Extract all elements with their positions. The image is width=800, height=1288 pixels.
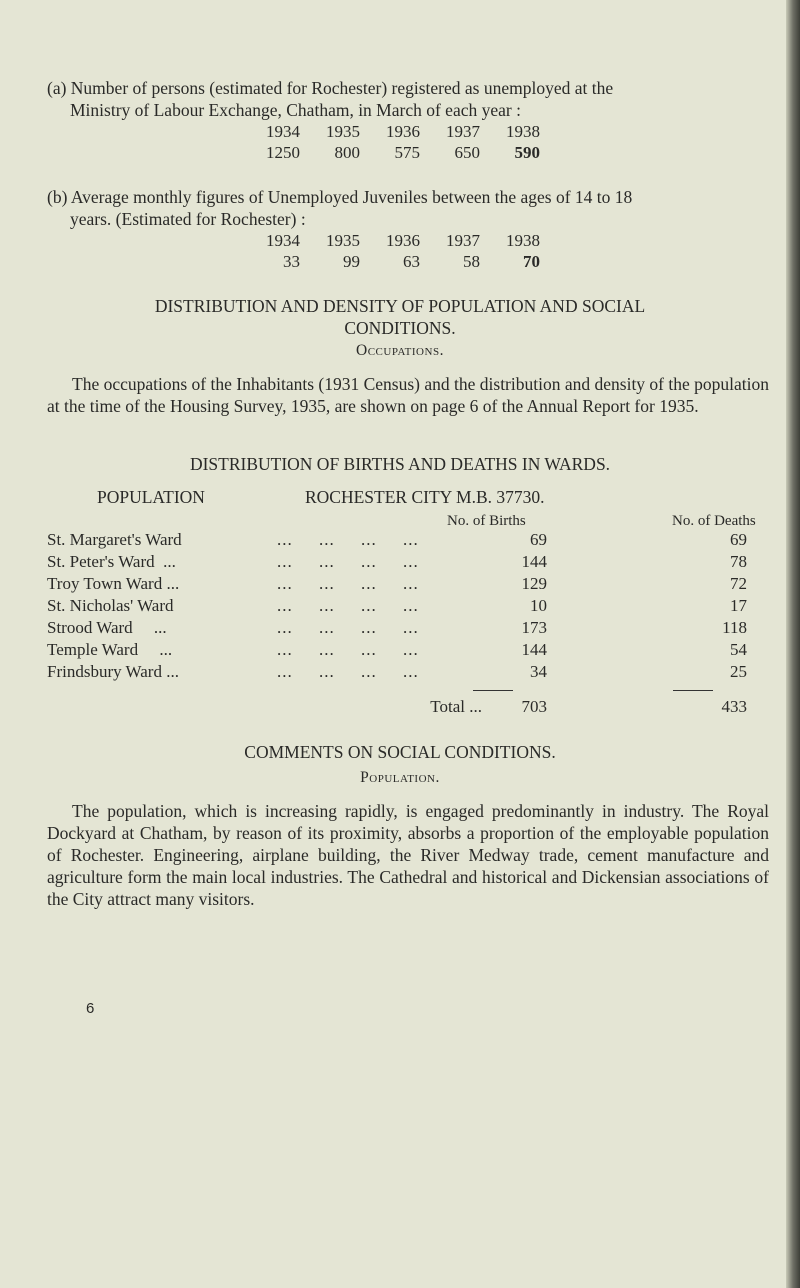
value: 58 bbox=[463, 252, 480, 271]
ward-deaths: 69 bbox=[730, 530, 747, 549]
ward-dots: ... ... ... ... bbox=[277, 574, 419, 593]
occupations-paragraph: The occupations of the Inhabitants (1931 Census) and the distribution and density of the population at the time of the Housing Survey, 1935, are shown on page 6 of the Annual Report for 1935. bbox=[47, 374, 769, 416]
total-row bbox=[47, 697, 769, 719]
ward-deaths: 54 bbox=[730, 640, 747, 659]
total-births: 703 bbox=[521, 697, 547, 716]
ward-name: Frindsbury Ward ... bbox=[47, 662, 179, 681]
ward-dots: ... ... ... ... bbox=[277, 530, 419, 549]
value: 63 bbox=[403, 252, 420, 271]
population-value: ROCHESTER CITY M.B. 37730. bbox=[305, 487, 545, 507]
ward-name: Strood Ward ... bbox=[47, 618, 167, 637]
section-b-line2: years. (Estimated for Rochester) : bbox=[70, 209, 306, 229]
deaths-header: No. of Deaths bbox=[672, 513, 756, 529]
population-paragraph: The population, which is increasing rapidly, is engaged predominantly in industry. The Royal Dockyard at Chatham, by reason of its proximity, absorbs a proportion of the employable population of Rochester. Engineering, airplane building, the River Medway trade, cement manufacture and agriculture form the main local industries. The Cathedral and historical and Dickensian associations of the City attract many visitors. bbox=[47, 801, 769, 909]
value: 1250 bbox=[266, 143, 300, 162]
value: 575 bbox=[394, 143, 420, 162]
ward-deaths: 78 bbox=[730, 552, 747, 571]
ward-births: 10 bbox=[530, 596, 547, 615]
year: 1937 bbox=[446, 122, 480, 141]
value: 800 bbox=[334, 143, 360, 162]
population-title: Population. bbox=[360, 769, 440, 786]
table-row bbox=[47, 662, 769, 684]
table-row bbox=[47, 618, 769, 640]
table-row bbox=[47, 574, 769, 596]
year: 1935 bbox=[326, 231, 360, 250]
section-b-values bbox=[240, 252, 540, 272]
year: 1937 bbox=[446, 231, 480, 250]
ward-births: 69 bbox=[530, 530, 547, 549]
total-label: Total ... bbox=[430, 697, 482, 716]
value: 33 bbox=[283, 252, 300, 271]
table-row bbox=[47, 552, 769, 574]
ward-dots: ... ... ... ... bbox=[277, 662, 419, 681]
section-b-years bbox=[240, 231, 540, 251]
value: 99 bbox=[343, 252, 360, 271]
births-header: No. of Births bbox=[447, 513, 526, 529]
ward-name: St. Nicholas' Ward bbox=[47, 596, 174, 615]
ward-dots: ... ... ... ... bbox=[277, 618, 419, 637]
section-a-line2: Ministry of Labour Exchange, Chatham, in March of each year : bbox=[70, 100, 521, 120]
table-row bbox=[47, 596, 769, 618]
year: 1934 bbox=[266, 122, 300, 141]
ward-deaths: 17 bbox=[730, 596, 747, 615]
heading-births-deaths: DISTRIBUTION OF BIRTHS AND DEATHS IN WARDS. bbox=[189, 454, 611, 474]
ward-name: Troy Town Ward ... bbox=[47, 574, 180, 593]
ward-name: St. Peter's Ward ... bbox=[47, 552, 176, 571]
page-edge bbox=[786, 0, 800, 1288]
year: 1938 bbox=[506, 122, 540, 141]
deaths-total-rule bbox=[673, 690, 713, 691]
ward-dots: ... ... ... ... bbox=[277, 552, 419, 571]
section-a-values bbox=[240, 143, 540, 163]
year: 1938 bbox=[506, 231, 540, 250]
heading-distribution-line2: CONDITIONS. bbox=[344, 318, 456, 338]
heading-comments: COMMENTS ON SOCIAL CONDITIONS. bbox=[244, 742, 556, 762]
table-row bbox=[47, 530, 769, 552]
ward-name: St. Margaret's Ward bbox=[47, 530, 182, 549]
year: 1936 bbox=[386, 231, 420, 250]
ward-deaths: 72 bbox=[730, 574, 747, 593]
ward-dots: ... ... ... ... bbox=[277, 596, 419, 615]
year: 1934 bbox=[266, 231, 300, 250]
year: 1935 bbox=[326, 122, 360, 141]
page-number: 6 bbox=[86, 1000, 95, 1017]
year: 1936 bbox=[386, 122, 420, 141]
occupations-title: Occupations. bbox=[356, 342, 444, 359]
ward-dots: ... ... ... ... bbox=[277, 640, 419, 659]
total-deaths: 433 bbox=[721, 697, 747, 716]
ward-births: 34 bbox=[530, 662, 547, 681]
value: 70 bbox=[523, 252, 540, 271]
section-a-years bbox=[240, 122, 540, 142]
ward-deaths: 118 bbox=[722, 618, 747, 637]
population-label: POPULATION bbox=[97, 487, 205, 507]
ward-births: 173 bbox=[521, 618, 547, 637]
births-total-rule bbox=[473, 690, 513, 691]
ward-births: 129 bbox=[521, 574, 547, 593]
section-b-line1: (b) Average monthly figures of Unemployed Juveniles between the ages of 14 to 18 bbox=[47, 187, 633, 207]
value: 650 bbox=[454, 143, 480, 162]
ward-births: 144 bbox=[521, 640, 547, 659]
ward-deaths: 25 bbox=[730, 662, 747, 681]
heading-distribution-line1: DISTRIBUTION AND DENSITY OF POPULATION AND SOCIAL bbox=[154, 296, 646, 316]
section-a-line1: (a) Number of persons (estimated for Rochester) registered as unemployed at the bbox=[47, 78, 614, 98]
ward-name: Temple Ward ... bbox=[47, 640, 173, 659]
ward-births: 144 bbox=[521, 552, 547, 571]
value: 590 bbox=[514, 143, 540, 162]
table-row bbox=[47, 640, 769, 662]
